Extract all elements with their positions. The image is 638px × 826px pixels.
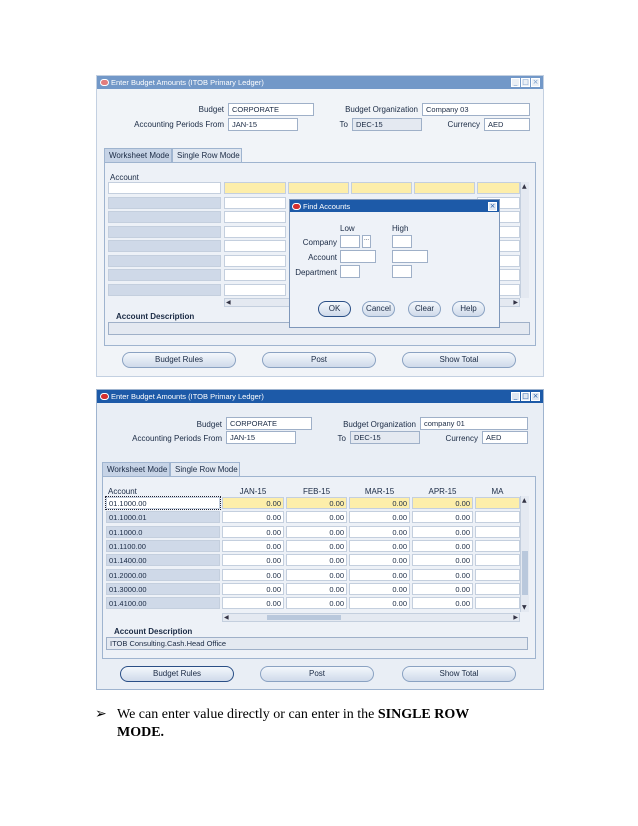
scroll-left-icon[interactable]: ◀ [224,614,229,621]
amount-cell[interactable]: 0.00 [222,511,284,523]
budget-field[interactable]: CORPORATE [226,417,312,430]
period-to-field[interactable]: DEC-15 [352,118,422,131]
company-low-field[interactable] [340,235,360,248]
scroll-right-icon[interactable]: ▶ [513,299,518,306]
column-header: FEB-15 [302,487,331,496]
cancel-button[interactable]: Cancel [362,301,395,317]
amount-cell[interactable]: 0.00 [349,526,410,538]
account-high-field[interactable] [392,250,428,263]
account-column-header: Account [110,173,139,182]
amount-cell[interactable]: 0.00 [286,569,347,581]
scroll-right-icon[interactable]: ▶ [513,614,518,621]
scroll-left-icon[interactable]: ◀ [226,299,231,306]
clear-button[interactable]: Clear [408,301,441,317]
oracle-icon [292,203,301,210]
tab-single-row-mode[interactable]: Single Row Mode [172,148,242,162]
low-label: Low [340,224,355,233]
amount-cell[interactable]: 0.00 [222,583,284,595]
amount-cell[interactable]: 0.00 [349,540,410,552]
account-cell[interactable]: 01.1100.00 [106,540,220,552]
account-cell[interactable]: 01.1000.0 [106,526,220,538]
account-low-field[interactable] [340,250,376,263]
account-cell[interactable]: 01.2000.00 [106,569,220,581]
amount-cell[interactable]: 0.00 [412,583,473,595]
minimize-icon[interactable]: _ [511,392,520,401]
account-cell[interactable]: 01.3000.00 [106,583,220,595]
amount-cell[interactable]: 0.00 [222,597,284,609]
amount-cell[interactable] [288,182,349,194]
tab-single-row-mode[interactable]: Single Row Mode [170,462,240,476]
amount-cell[interactable] [475,511,520,523]
amount-cell[interactable]: 0.00 [222,569,284,581]
column-header: MA [491,487,504,496]
dialog-title: Find Accounts [303,201,351,211]
scroll-thumb[interactable] [522,551,528,595]
account-cell[interactable] [108,255,221,267]
to-label: To [337,434,346,443]
show-total-button[interactable]: Show Total [402,666,516,682]
oracle-icon [100,79,109,86]
to-label: To [339,120,348,129]
amount-cell[interactable]: 0.00 [349,511,410,523]
account-cell[interactable] [108,182,221,194]
budget-org-label: Budget Organization [345,105,418,114]
period-from-field[interactable]: JAN-15 [226,431,296,444]
account-description-label: Account Description [116,312,195,321]
vertical-scrollbar[interactable] [520,496,529,612]
help-button[interactable]: Help [452,301,485,317]
amount-cell[interactable] [475,554,520,566]
amount-cell[interactable] [224,211,286,223]
account-cell[interactable]: 01.4100.00 [106,597,220,609]
currency-label: Currency [445,434,478,443]
window-title: Enter Budget Amounts (ITOB Primary Ledger) [111,78,264,87]
tab-worksheet-mode[interactable]: Worksheet Mode [102,462,170,476]
currency-label: Currency [447,120,480,129]
period-from-field[interactable]: JAN-15 [228,118,298,131]
account-cell[interactable] [108,240,221,252]
note-bold-text: SINGLE ROW MODE. [117,707,470,740]
budget-org-label: Budget Organization [343,420,416,429]
amount-cell[interactable] [475,526,520,538]
budget-field[interactable]: CORPORATE [228,103,314,116]
amount-cell[interactable] [475,540,520,552]
budget-org-field[interactable]: Company 03 [422,103,530,116]
account-description-label: Account Description [114,627,193,636]
amount-cell[interactable]: 0.00 [412,569,473,581]
budget-rules-button[interactable]: Budget Rules [120,666,234,682]
amount-cell[interactable] [475,569,520,581]
amount-cell[interactable]: 0.00 [286,597,347,609]
budget-label: Budget [198,105,224,114]
dialog-title-bar [290,200,499,212]
minimize-icon[interactable]: _ [511,78,520,87]
column-header: JAN-15 [239,487,267,496]
amount-cell[interactable] [224,226,286,238]
amount-cell[interactable]: 0.00 [412,511,473,523]
horizontal-scrollbar[interactable] [222,613,520,622]
account-cell[interactable] [108,211,221,223]
column-header: MAR-15 [364,487,395,496]
amount-cell[interactable] [475,583,520,595]
amount-cell[interactable]: 0.00 [412,597,473,609]
maximize-icon[interactable]: □ [522,78,529,86]
title-bar [97,390,543,403]
amount-cell[interactable] [224,255,286,267]
ok-button[interactable]: OK [318,301,351,317]
vertical-scrollbar[interactable] [520,182,529,298]
amount-cell[interactable]: 0.00 [222,526,284,538]
amount-cell[interactable]: 0.00 [286,540,347,552]
amount-cell[interactable]: 0.00 [412,554,473,566]
tab-worksheet-mode[interactable]: Worksheet Mode [104,148,172,162]
amount-cell[interactable] [224,197,286,209]
close-icon[interactable]: × [532,78,539,86]
lov-button[interactable]: ... [362,235,371,248]
scroll-down-icon[interactable]: ▼ [522,604,527,611]
amount-cell[interactable]: 0.00 [222,497,284,509]
amount-cell[interactable]: 0.00 [412,526,473,538]
amount-cell[interactable]: 0.00 [222,540,284,552]
amount-cell[interactable]: 0.00 [286,526,347,538]
amount-cell[interactable]: 0.00 [349,554,410,566]
title-bar [97,76,543,89]
amount-cell[interactable]: 0.00 [412,540,473,552]
amount-cell[interactable] [224,269,286,281]
budget-org-field[interactable]: company 01 [420,417,528,430]
currency-field[interactable]: AED [482,431,528,444]
show-total-button[interactable]: Show Total [402,352,516,368]
scroll-up-icon[interactable]: ▲ [522,497,527,504]
close-icon[interactable]: × [532,392,539,400]
maximize-icon[interactable]: □ [522,392,529,400]
high-label: High [392,224,409,233]
amount-cell[interactable]: 0.00 [349,497,410,509]
window-title: Enter Budget Amounts (ITOB Primary Ledger) [111,392,264,401]
bullet-arrow-icon: ➢ [95,707,107,722]
account-cell[interactable] [108,269,221,281]
amount-cell[interactable]: 0.00 [286,511,347,523]
scroll-up-icon[interactable]: ▲ [522,183,527,190]
currency-field[interactable]: AED [484,118,530,131]
account-column-header: Account [108,487,137,496]
company-label: Company [302,238,337,247]
account-cell[interactable] [108,226,221,238]
find-accounts-dialog [289,199,500,328]
close-icon[interactable]: × [489,201,496,210]
amount-cell[interactable]: 0.00 [222,554,284,566]
amount-cell[interactable] [224,182,286,194]
note-text: We can enter value directly or can enter in the [117,707,375,722]
department-high-field[interactable] [392,265,412,278]
note-paragraph [95,706,517,742]
amount-cell[interactable]: 0.00 [349,569,410,581]
amount-cell[interactable]: 0.00 [286,583,347,595]
company-high-field[interactable] [392,235,412,248]
period-to-field[interactable]: DEC-15 [350,431,420,444]
amount-cell[interactable]: 0.00 [349,583,410,595]
department-label: Department [295,268,337,277]
acct-periods-label: Accounting Periods From [134,120,224,129]
budget-rules-button[interactable]: Budget Rules [122,352,236,368]
account-cell[interactable]: 01.1000.00 [106,497,220,509]
account-label: Account [308,253,337,262]
amount-cell[interactable] [475,497,520,509]
amount-cell[interactable] [475,597,520,609]
amount-cell[interactable] [224,240,286,252]
amount-cell[interactable]: 0.00 [286,497,347,509]
account-cell[interactable]: 01.1400.00 [106,554,220,566]
amount-cell[interactable] [224,284,286,296]
amount-cell[interactable]: 0.00 [286,554,347,566]
department-low-field[interactable] [340,265,360,278]
post-button[interactable]: Post [260,666,374,682]
acct-periods-label: Accounting Periods From [132,434,222,443]
account-cell[interactable] [108,197,221,209]
amount-cell[interactable]: 0.00 [412,497,473,509]
scroll-thumb[interactable] [267,615,341,620]
amount-cell[interactable] [477,182,520,194]
account-cell[interactable]: 01.1000.01 [106,511,220,523]
post-button[interactable]: Post [262,352,376,368]
account-description-field[interactable]: ITOB Consulting.Cash.Head Office [106,637,528,650]
column-header: APR-15 [428,487,457,496]
amount-cell[interactable]: 0.00 [349,597,410,609]
account-cell[interactable] [108,284,221,296]
budget-label: Budget [196,420,222,429]
oracle-icon [100,393,109,400]
amount-cell[interactable] [414,182,475,194]
amount-cell[interactable] [351,182,412,194]
